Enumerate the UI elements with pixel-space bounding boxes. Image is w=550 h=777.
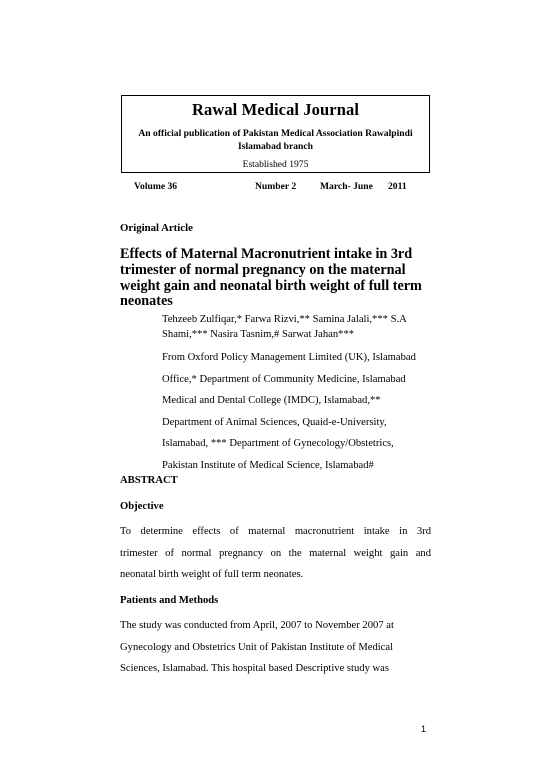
article-type: Original Article (120, 222, 193, 234)
journal-header-box (121, 95, 430, 173)
title-line: trimester of normal pregnancy on the maternal (120, 261, 406, 278)
affiliation-line: Pakistan Institute of Medical Science, Islamabad# (162, 459, 374, 471)
journal-publisher-line: An official publication of Pakistan Medical Association Rawalpindi (138, 128, 413, 139)
issue-volume: Volume 36 (134, 181, 178, 192)
journal-name: Rawal Medical Journal (191, 100, 360, 119)
authors-line: Shami,*** Nasira Tasnim,# Sarwat Jahan*** (162, 328, 355, 340)
affiliation-line: Office,* Department of Community Medicine, Islamabad (162, 373, 406, 385)
journal-publisher-line: Islamabad branch (238, 141, 313, 152)
objective-text (120, 521, 431, 586)
issue-months: March- June (320, 181, 373, 192)
methods-heading: Patients and Methods (120, 595, 219, 606)
article-title (120, 247, 420, 310)
issue-info (134, 181, 434, 195)
issue-year: 2011 (388, 181, 407, 192)
article-authors (162, 313, 422, 342)
objective-heading: Objective (120, 501, 164, 512)
objective-line: neonatal birth weight of full term neonates. (120, 569, 304, 581)
methods-line: Sciences, Islamabad. This hospital based Descriptive study was (120, 663, 390, 675)
methods-line: Gynecology and Obstetrics Unit of Pakistan Institute of Medical (120, 641, 394, 653)
title-line: Effects of Maternal Macronutrient intake in 3rd (120, 246, 413, 262)
methods-line: The study was conducted from April, 2007 to November 2007 at (120, 620, 394, 631)
journal-established: Established 1975 (242, 159, 309, 170)
title-line: neonates (120, 293, 173, 310)
objective-line: trimester of normal pregnancy on the maternal weight gain and (120, 547, 431, 559)
methods-text (120, 615, 440, 680)
objective-line: To determine effects of maternal macronutrient intake in 3rd (120, 526, 431, 537)
issue-number: Number 2 (255, 181, 297, 192)
journal-publisher (122, 127, 429, 153)
authors-line: Tehzeeb Zulfiqar,* Farwa Rizvi,** Samina Jalali,*** S.A (162, 314, 407, 325)
affiliation-line: From Oxford Policy Management Limited (UK), Islamabad (162, 352, 416, 363)
article-affiliations (162, 347, 442, 477)
affiliation-line: Department of Animal Sciences, Quaid-e-University, (162, 416, 387, 428)
title-line: weight gain and neonatal birth weight of full term (120, 277, 422, 294)
page-number: 1 (421, 724, 427, 734)
affiliation-line: Islamabad, *** Department of Gynecology/Obstetrics, (162, 438, 394, 450)
abstract-heading: ABSTRACT (120, 475, 178, 486)
affiliation-line: Medical and Dental College (IMDC), Islamabad,** (162, 395, 381, 407)
